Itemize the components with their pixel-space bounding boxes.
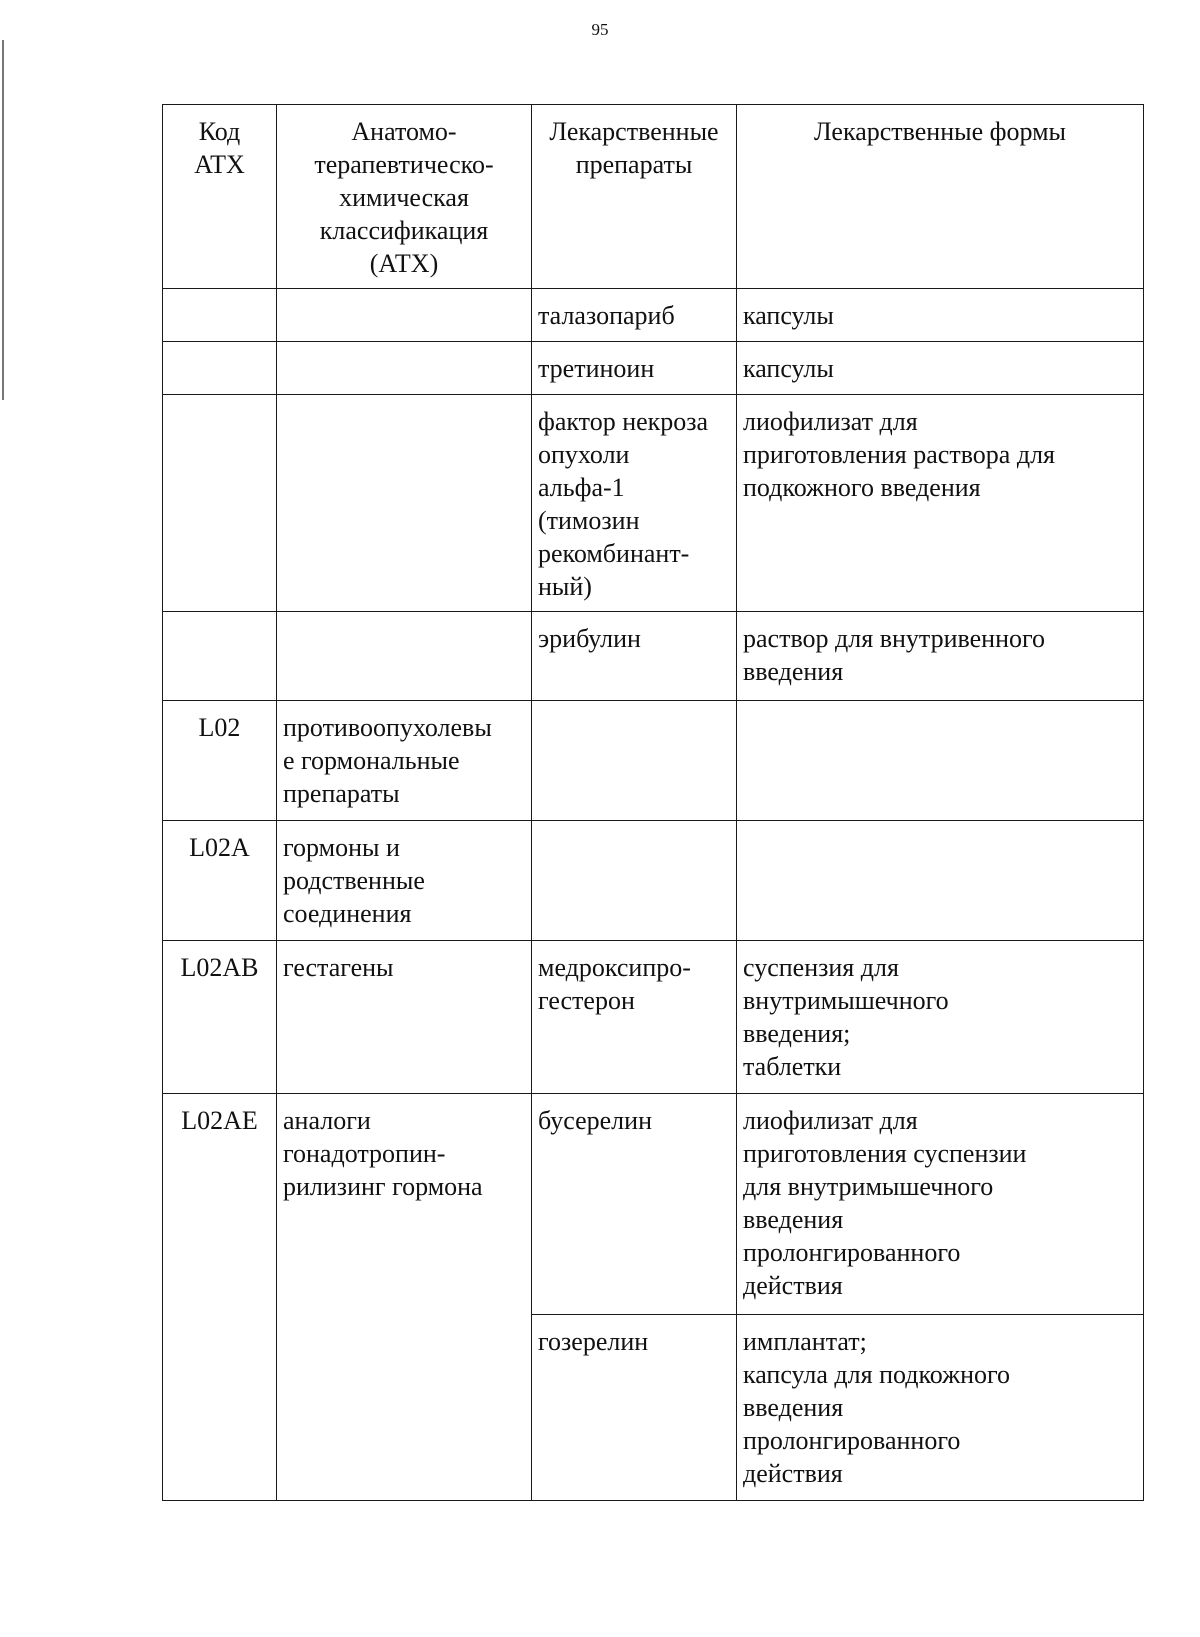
cell-form bbox=[737, 701, 1144, 821]
cell-form bbox=[737, 821, 1144, 941]
cell-code bbox=[163, 395, 277, 612]
cell-form: лиофилизат для приготовления суспензии для внутримышечного введения пролонгированного действия bbox=[737, 1094, 1144, 1315]
cell-form: капсулы bbox=[737, 289, 1144, 342]
atx-drug-table bbox=[162, 104, 1144, 1501]
cell-code: L02 bbox=[163, 701, 277, 821]
scan-left-edge-mark bbox=[2, 40, 4, 400]
table-row bbox=[163, 941, 1144, 1094]
cell-form: имплантат; капсула для подкожного введения пролонгированного действия bbox=[737, 1315, 1144, 1501]
cell-code: L02AB bbox=[163, 941, 277, 1094]
cell-classification bbox=[277, 395, 532, 612]
page-number: 95 bbox=[591, 20, 609, 39]
table-header-row bbox=[163, 105, 1144, 289]
cell-code bbox=[163, 612, 277, 701]
cell-form: лиофилизат для приготовления раствора для подкожного введения bbox=[737, 395, 1144, 612]
header-code: Код ATX bbox=[163, 105, 277, 289]
cell-drug: третиноин bbox=[532, 342, 737, 395]
cell-classification: гормоны и родственные соединения bbox=[277, 821, 532, 941]
cell-drug bbox=[532, 701, 737, 821]
cell-classification bbox=[277, 342, 532, 395]
table-row bbox=[163, 342, 1144, 395]
cell-classification bbox=[277, 289, 532, 342]
cell-drug: медроксипро- гестерон bbox=[532, 941, 737, 1094]
header-drugs: Лекарственные препараты bbox=[532, 105, 737, 289]
table-row bbox=[163, 1094, 1144, 1315]
table-row bbox=[163, 701, 1144, 821]
cell-form: раствор для внутривенного введения bbox=[737, 612, 1144, 701]
cell-code: L02AE bbox=[163, 1094, 277, 1501]
cell-drug: талазопариб bbox=[532, 289, 737, 342]
cell-drug: фактор некроза опухоли альфа-1 (тимозин рекомбинант- ный) bbox=[532, 395, 737, 612]
cell-classification: аналоги гонадотропин- рилизинг гормона bbox=[277, 1094, 532, 1501]
cell-drug: гозерелин bbox=[532, 1315, 737, 1501]
cell-form: капсулы bbox=[737, 342, 1144, 395]
cell-classification bbox=[277, 612, 532, 701]
table-row bbox=[163, 612, 1144, 701]
table-row bbox=[163, 289, 1144, 342]
cell-drug: эрибулин bbox=[532, 612, 737, 701]
cell-classification: гестагены bbox=[277, 941, 532, 1094]
table-row bbox=[163, 395, 1144, 612]
header-classification: Анатомо- терапевтическо- химическая классификация (АТХ) bbox=[277, 105, 532, 289]
cell-form: суспензия для внутримышечного введения; таблетки bbox=[737, 941, 1144, 1094]
cell-code bbox=[163, 289, 277, 342]
cell-code: L02A bbox=[163, 821, 277, 941]
header-forms: Лекарственные формы bbox=[737, 105, 1144, 289]
cell-classification: противоопухолевы е гормональные препараты bbox=[277, 701, 532, 821]
cell-drug bbox=[532, 821, 737, 941]
cell-drug: бусерелин bbox=[532, 1094, 737, 1315]
table-row bbox=[163, 821, 1144, 941]
cell-code bbox=[163, 342, 277, 395]
